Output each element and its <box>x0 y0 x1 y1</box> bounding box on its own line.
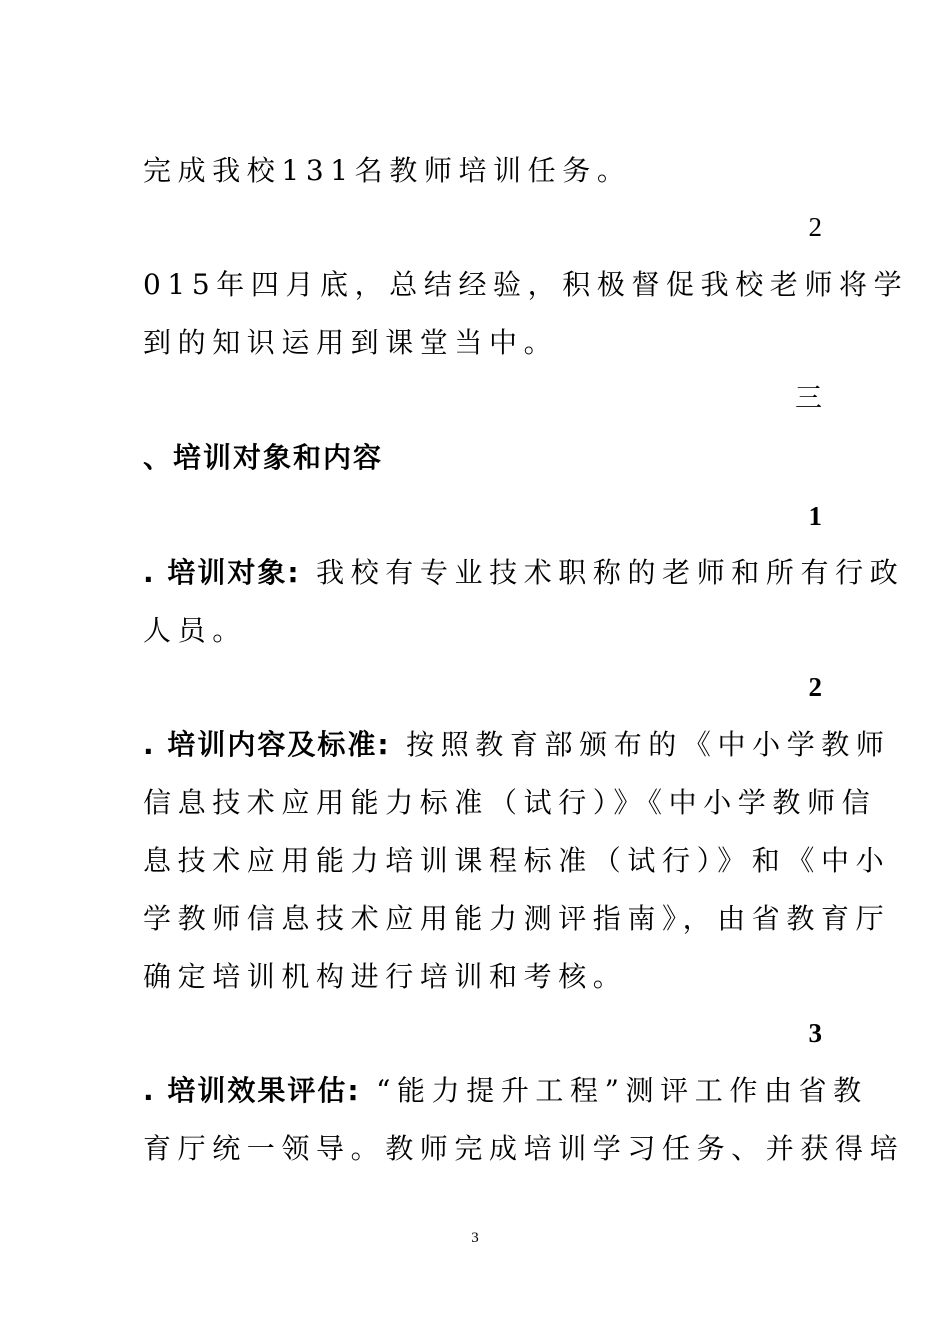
text-line: 信息技术应用能力标准（试行）》《中小学教师信 <box>143 786 877 819</box>
item-lead: . 培训内容及标准: <box>143 728 391 761</box>
text-line: 息技术应用能力培训课程标准（试行）》和《中小 <box>143 844 891 877</box>
text-line: 学教师信息技术应用能力测评指南》，由省教育厅 <box>143 902 891 935</box>
text-line: 015年四月底，总结经验，积极督促我校老师将学 <box>143 268 909 301</box>
list-item-3 <box>143 1071 868 1111</box>
section-heading: 、培训对象和内容 <box>143 441 384 474</box>
item-text: “能力提升工程”测评工作由省教 <box>376 1074 868 1107</box>
section-number: 三 <box>795 383 822 414</box>
item-number: 1 <box>808 501 822 531</box>
item-lead: . 培训效果评估: <box>143 1074 361 1107</box>
list-item-2 <box>143 725 891 765</box>
item-number: 3 <box>808 1018 822 1048</box>
item-lead: . 培训对象: <box>143 556 301 589</box>
text-line: 育厅统一领导。教师完成培训学习任务、并获得培 <box>143 1132 905 1165</box>
list-item-1 <box>143 553 905 593</box>
item-number: 2 <box>808 672 822 702</box>
text-line: 人员。 <box>143 614 247 647</box>
text-line: 完成我校131名教师培训任务。 <box>143 154 632 187</box>
page-number: 3 <box>471 1230 479 1246</box>
wrapped-digit: 2 <box>808 212 822 242</box>
text-line: 到的知识运用到课堂当中。 <box>143 326 559 359</box>
item-text: 我校有专业技术职称的老师和所有行政 <box>316 556 905 589</box>
text-line: 确定培训机构进行培训和考核。 <box>143 960 628 993</box>
item-text: 按照教育部颁布的《中小学教师 <box>406 728 891 761</box>
